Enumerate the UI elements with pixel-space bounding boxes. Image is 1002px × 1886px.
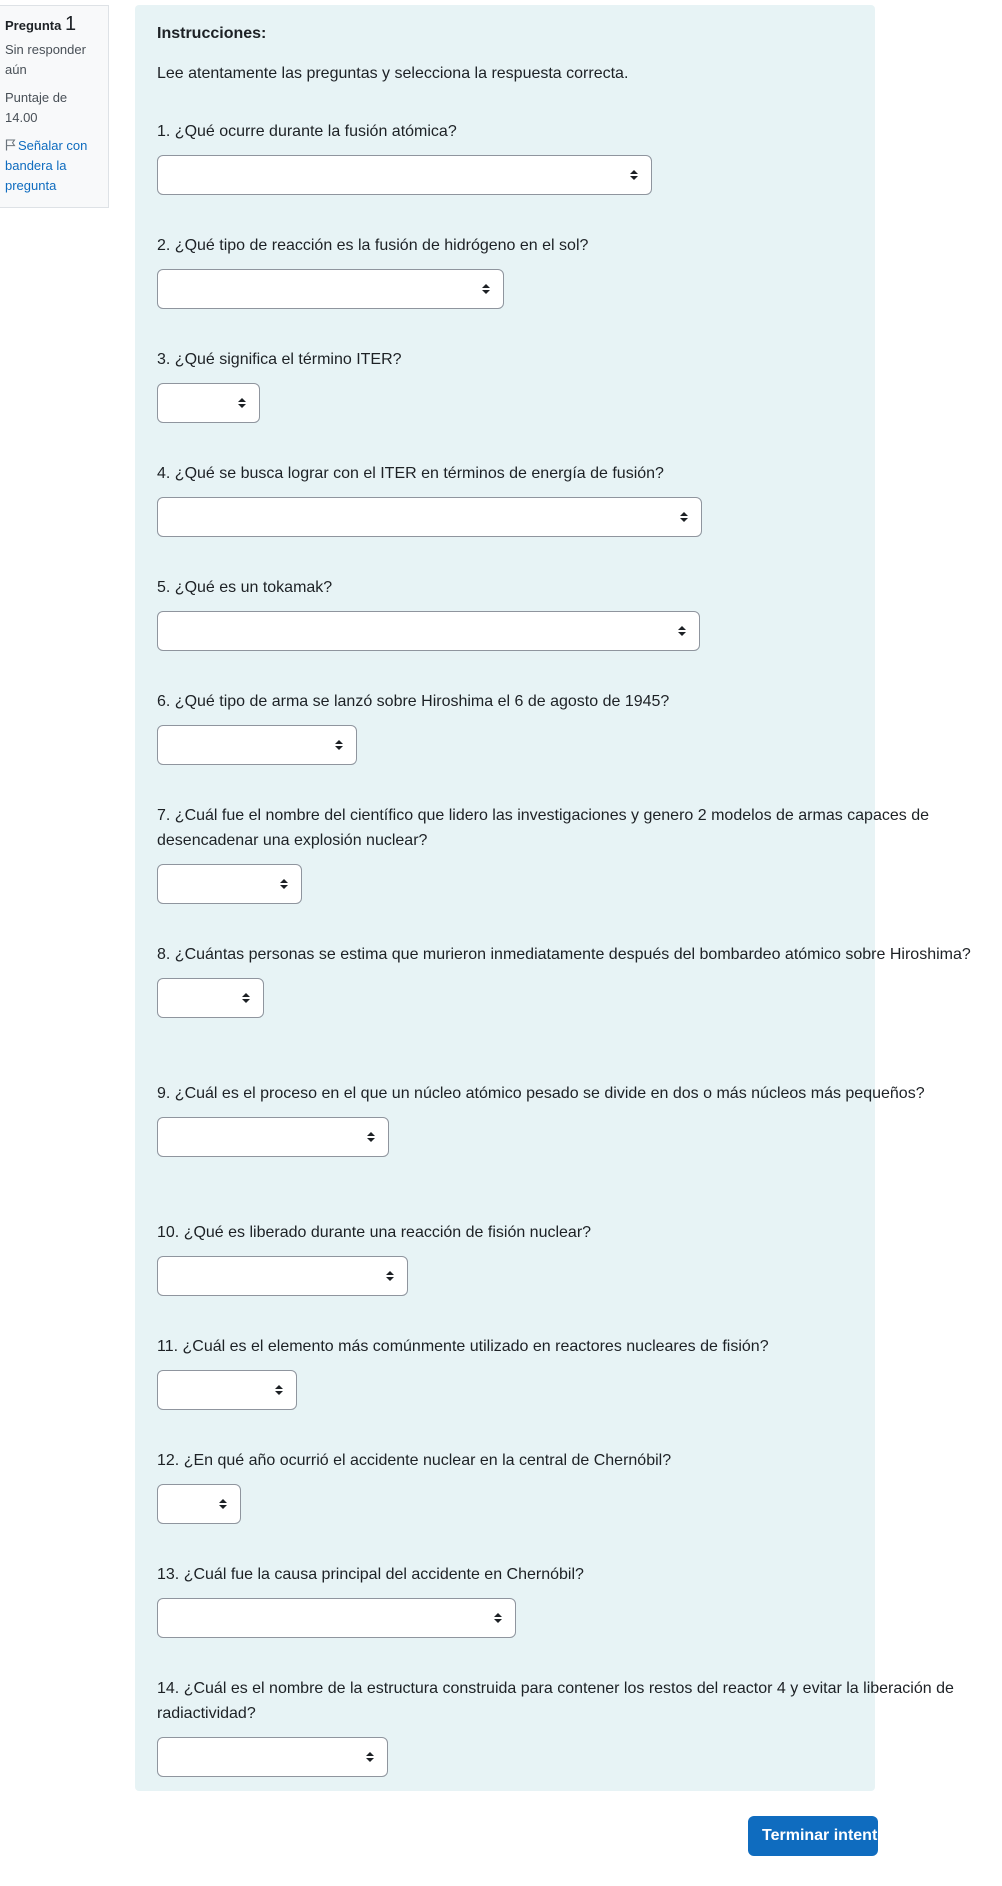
question-text: 5. ¿Qué es un tokamak? <box>157 579 333 596</box>
question-8 <box>157 942 1002 1018</box>
select-caret-icon <box>482 283 490 295</box>
select-caret-icon <box>630 169 638 181</box>
answer-select-9[interactable] <box>157 1117 389 1157</box>
answer-select-2[interactable] <box>157 269 504 309</box>
select-caret-icon <box>219 1498 227 1510</box>
instructions-text: Lee atentamente las preguntas y selecciona la respuesta correcta. <box>157 65 629 82</box>
question-info-panel <box>0 5 109 208</box>
question-grade: Puntaje de 14.00 <box>5 90 68 125</box>
question-label: Pregunta <box>5 18 62 33</box>
question-6 <box>157 689 1002 765</box>
answer-select-3[interactable] <box>157 383 260 423</box>
question-3 <box>157 347 1002 423</box>
answer-select-14[interactable] <box>157 1737 388 1777</box>
question-text: 4. ¿Qué se busca lograr con el ITER en términos de energía de fusión? <box>157 465 664 482</box>
answer-select-11[interactable] <box>157 1370 297 1410</box>
answer-select-10[interactable] <box>157 1256 408 1296</box>
question-text: 10. ¿Qué es liberado durante una reacción de fisión nuclear? <box>157 1224 592 1241</box>
question-text: 11. ¿Cuál es el elemento más comúnmente utilizado en reactores nucleares de fisión? <box>157 1338 769 1355</box>
select-caret-icon <box>280 878 288 890</box>
question-text: 8. ¿Cuántas personas se estima que murieron inmediatamente después del bombardeo atómico sobre Hiroshima? <box>157 946 971 963</box>
question-text: 6. ¿Qué tipo de arma se lanzó sobre Hiroshima el 6 de agosto de 1945? <box>157 693 670 710</box>
answer-select-8[interactable] <box>157 978 264 1018</box>
instructions-title: Instrucciones: <box>157 25 267 42</box>
question-1 <box>157 119 1002 195</box>
flag-question-label: Señalar con bandera la pregunta <box>5 138 88 193</box>
select-caret-icon <box>680 511 688 523</box>
finish-attempt-button[interactable]: Terminar intento... <box>748 1816 878 1856</box>
select-caret-icon <box>494 1612 502 1624</box>
question-state: Sin responder aún <box>5 42 86 77</box>
select-caret-icon <box>238 397 246 409</box>
select-caret-icon <box>366 1751 374 1763</box>
question-11 <box>157 1334 1002 1410</box>
question-14 <box>157 1676 1002 1777</box>
question-5 <box>157 575 1002 651</box>
answer-select-6[interactable] <box>157 725 357 765</box>
answer-select-13[interactable] <box>157 1598 516 1638</box>
question-text: 12. ¿En qué año ocurrió el accidente nuclear en la central de Chernóbil? <box>157 1452 672 1469</box>
question-4 <box>157 461 1002 537</box>
flag-icon <box>5 139 16 151</box>
select-caret-icon <box>678 625 686 637</box>
answer-select-5[interactable] <box>157 611 700 651</box>
question-7 <box>157 803 1002 904</box>
question-text: 2. ¿Qué tipo de reacción es la fusión de hidrógeno en el sol? <box>157 237 589 254</box>
answer-select-1[interactable] <box>157 155 652 195</box>
question-content <box>135 5 971 1791</box>
question-number-value: 1 <box>64 13 77 35</box>
answer-select-4[interactable] <box>157 497 702 537</box>
question-13 <box>157 1562 1002 1638</box>
select-caret-icon <box>335 739 343 751</box>
question-number <box>5 14 102 36</box>
answer-select-12[interactable] <box>157 1484 241 1524</box>
flag-question-link[interactable] <box>5 136 102 196</box>
question-text: 9. ¿Cuál es el proceso en el que un núcleo atómico pesado se divide en dos o más núcleos más pequeños? <box>157 1085 925 1102</box>
select-caret-icon <box>275 1384 283 1396</box>
question-text: 14. ¿Cuál es el nombre de la estructura construida para contener los restos del reactor 4 y evitar la liberación de radiactividad? <box>157 1680 954 1722</box>
question-2 <box>157 233 1002 309</box>
question-9 <box>157 1081 1002 1157</box>
question-text: 7. ¿Cuál fue el nombre del científico que lidero las investigaciones y genero 2 modelos de armas capaces de desencadenar una explosión nuclear? <box>157 807 929 849</box>
question-10 <box>157 1220 1002 1296</box>
select-caret-icon <box>242 992 250 1004</box>
question-12 <box>157 1448 1002 1524</box>
select-caret-icon <box>367 1131 375 1143</box>
question-text: 1. ¿Qué ocurre durante la fusión atómica? <box>157 123 457 140</box>
answer-select-7[interactable] <box>157 864 302 904</box>
select-caret-icon <box>386 1270 394 1282</box>
question-text: 3. ¿Qué significa el término ITER? <box>157 351 402 368</box>
question-text: 13. ¿Cuál fue la causa principal del accidente en Chernóbil? <box>157 1566 584 1583</box>
